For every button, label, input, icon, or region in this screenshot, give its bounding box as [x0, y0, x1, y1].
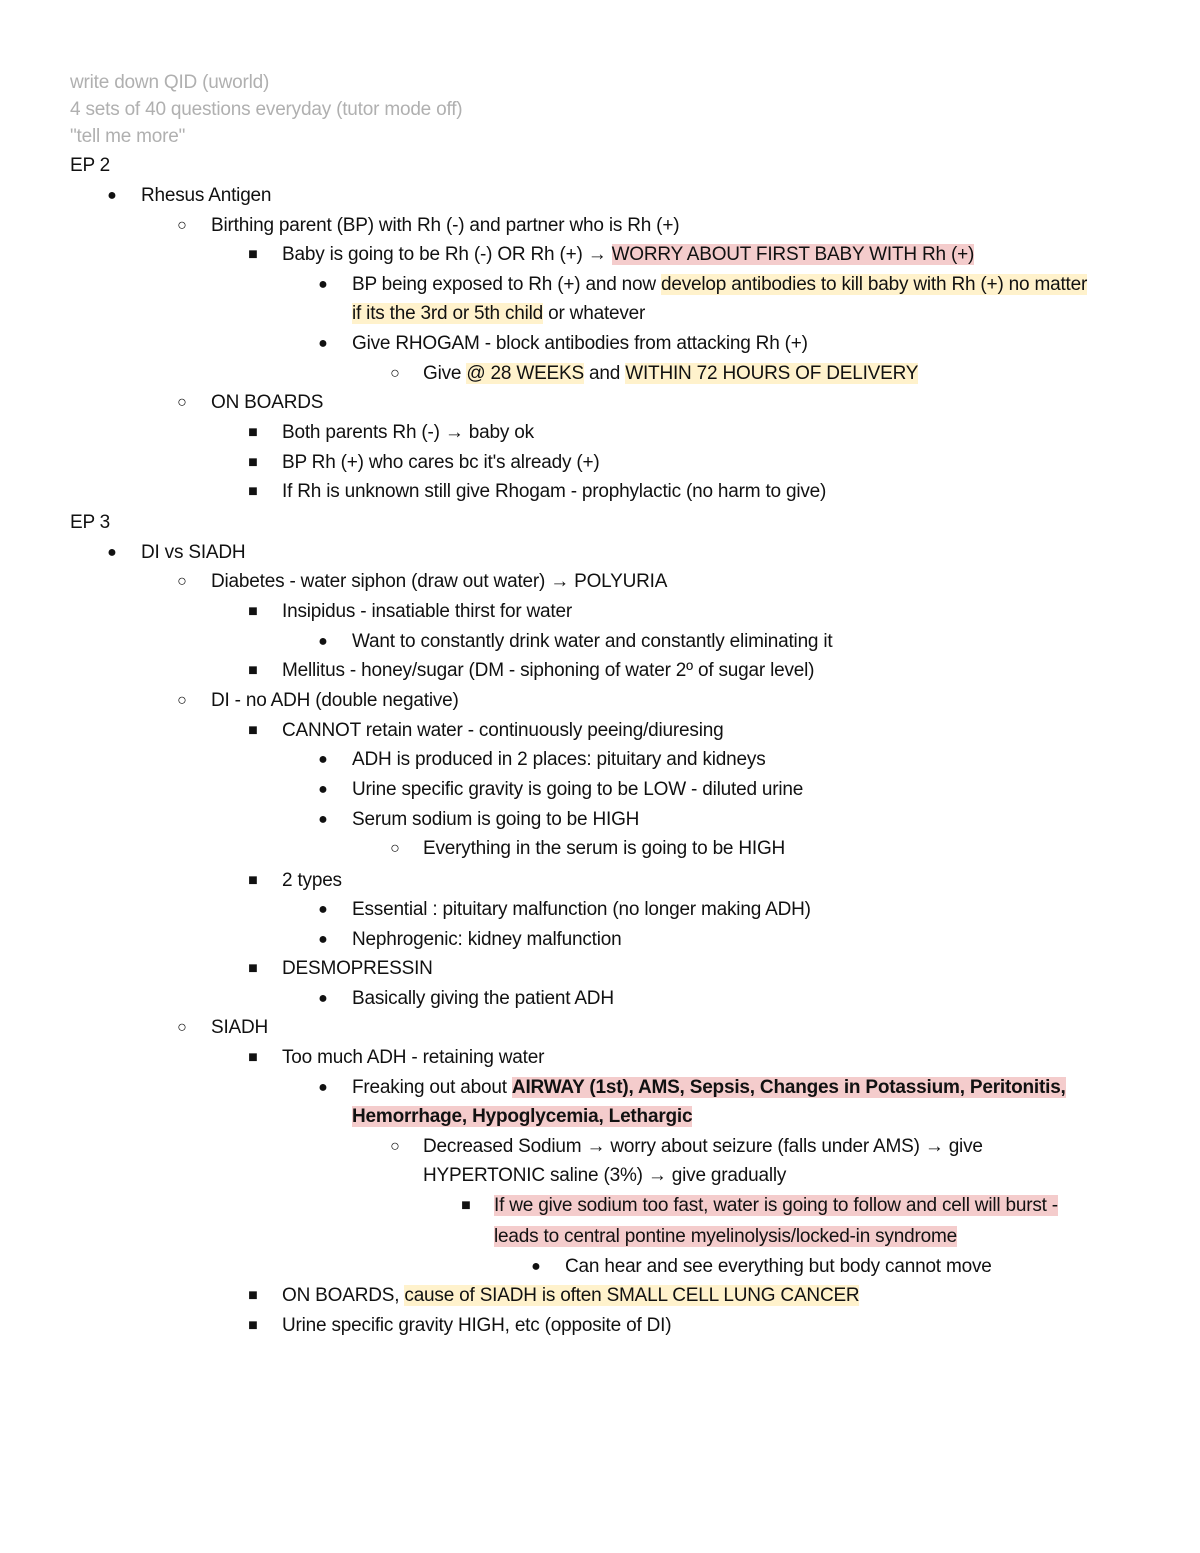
list-item: [423, 360, 918, 388]
list-item: Everything in the serum is going to be HIGH: [423, 838, 786, 859]
bullet-circle-icon: ○: [177, 573, 187, 590]
bullet-circle-icon: ○: [177, 692, 187, 709]
text-span: Baby is going to be Rh (-) OR Rh (+) →: [282, 244, 612, 265]
list-item: Give RHOGAM - block antibodies from attacking Rh (+): [352, 333, 808, 354]
list-item-continuation: [352, 1103, 692, 1131]
highlight-pink: If we give sodium too fast, water is going to follow and cell will burst -: [494, 1195, 1058, 1216]
list-item: [494, 1192, 1058, 1220]
list-item-continuation: HYPERTONIC saline (3%) → give gradually: [423, 1165, 787, 1186]
highlight-pink: AIRWAY (1st), AMS, Sepsis, Changes in Potassium, Peritonitis,: [511, 1077, 1066, 1098]
list-item: Diabetes - water siphon (draw out water) → POLYURIA: [211, 571, 668, 592]
list-item: [282, 1282, 859, 1310]
bullet-disc-icon: ●: [318, 1079, 328, 1096]
list-item: Rhesus Antigen: [141, 185, 272, 206]
highlight-yellow: if its the 3rd or 5th child: [352, 303, 544, 324]
list-item: Both parents Rh (-) → baby ok: [282, 422, 534, 443]
text-span: BP being exposed to Rh (+) and now: [352, 274, 661, 295]
highlight-pink: WORRY ABOUT FIRST BABY WITH Rh (+): [611, 244, 975, 265]
list-item: BP Rh (+) who cares bc it's already (+): [282, 452, 600, 473]
list-item: Nephrogenic: kidney malfunction: [352, 929, 622, 950]
bullet-circle-icon: ○: [177, 217, 187, 234]
list-item: DESMOPRESSIN: [282, 958, 433, 979]
bullet-square-icon: ■: [248, 662, 258, 679]
bullet-disc-icon: ●: [318, 901, 328, 918]
bullet-circle-icon: ○: [177, 1019, 187, 1036]
bullet-circle-icon: ○: [390, 1138, 400, 1155]
list-item: Essential : pituitary malfunction (no longer making ADH): [352, 899, 811, 920]
highlight-yellow: @ 28 WEEKS: [466, 363, 584, 384]
list-item: Mellitus - honey/sugar (DM - siphoning of water 2º of sugar level): [282, 660, 815, 681]
text-span: and: [583, 363, 626, 384]
bullet-square-icon: ■: [248, 1317, 258, 1334]
list-item: 2 types: [282, 870, 342, 891]
bullet-disc-icon: ●: [107, 544, 117, 561]
bullet-square-icon: ■: [461, 1197, 471, 1214]
highlight-yellow: WITHIN 72 HOURS OF DELIVERY: [625, 363, 919, 384]
list-item: DI - no ADH (double negative): [211, 690, 459, 711]
list-item: ADH is produced in 2 places: pituitary and kidneys: [352, 749, 766, 770]
bullet-square-icon: ■: [248, 454, 258, 471]
list-item: Want to constantly drink water and constantly eliminating it: [352, 631, 833, 652]
highlight-yellow: develop antibodies to kill baby with Rh (+) no matter: [661, 274, 1088, 295]
list-item: CANNOT retain water - continuously peeing/diuresing: [282, 720, 724, 741]
text-span: Freaking out about: [352, 1077, 512, 1098]
bullet-square-icon: ■: [248, 872, 258, 889]
list-item: Serum sodium is going to be HIGH: [352, 809, 640, 830]
bullet-circle-icon: ○: [390, 365, 400, 382]
list-item: Basically giving the patient ADH: [352, 988, 614, 1009]
bullet-square-icon: ■: [248, 1049, 258, 1066]
highlight-pink: Hemorrhage, Hypoglycemia, Lethargic: [352, 1106, 693, 1127]
text-span: Give: [423, 363, 467, 384]
bullet-disc-icon: ●: [318, 633, 328, 650]
bullet-disc-icon: ●: [318, 751, 328, 768]
bullet-circle-icon: ○: [390, 840, 400, 857]
list-item: Urine specific gravity is going to be LOW - diluted urine: [352, 779, 804, 800]
bullet-disc-icon: ●: [107, 187, 117, 204]
section-heading: EP 2: [70, 155, 111, 176]
bullet-disc-icon: ●: [531, 1258, 541, 1275]
section-heading: EP 3: [70, 512, 111, 533]
list-item: Decreased Sodium → worry about seizure (falls under AMS) → give: [423, 1136, 983, 1157]
list-item: Too much ADH - retaining water: [282, 1047, 545, 1068]
list-item: Birthing parent (BP) with Rh (-) and partner who is Rh (+): [211, 215, 680, 236]
bullet-disc-icon: ●: [318, 335, 328, 352]
list-item: Insipidus - insatiable thirst for water: [282, 601, 572, 622]
bullet-disc-icon: ●: [318, 811, 328, 828]
bullet-square-icon: ■: [248, 483, 258, 500]
list-item: ON BOARDS: [211, 392, 324, 413]
bullet-disc-icon: ●: [318, 931, 328, 948]
list-item: [352, 1074, 1066, 1102]
highlight-pink: leads to central pontine myelinolysis/locked-in syndrome: [494, 1226, 957, 1247]
list-item: SIADH: [211, 1017, 269, 1038]
bullet-square-icon: ■: [248, 246, 258, 263]
list-item: Urine specific gravity HIGH, etc (opposite of DI): [282, 1315, 672, 1336]
list-item: If Rh is unknown still give Rhogam - prophylactic (no harm to give): [282, 481, 827, 502]
list-item: Can hear and see everything but body cannot move: [565, 1256, 992, 1277]
note-line: write down QID (uworld): [70, 72, 270, 93]
bullet-disc-icon: ●: [318, 781, 328, 798]
list-item: [352, 271, 1087, 299]
list-item-continuation: [494, 1223, 957, 1251]
list-item: [282, 241, 974, 269]
text-span: ON BOARDS,: [282, 1285, 405, 1306]
text-span: or whatever: [543, 303, 646, 324]
bullet-square-icon: ■: [248, 722, 258, 739]
bullet-disc-icon: ●: [318, 276, 328, 293]
bullet-square-icon: ■: [248, 1287, 258, 1304]
bullet-circle-icon: ○: [177, 394, 187, 411]
note-line: 4 sets of 40 questions everyday (tutor mode off): [70, 99, 463, 120]
note-line: "tell me more": [70, 126, 186, 147]
bullet-square-icon: ■: [248, 424, 258, 441]
list-item-continuation: [352, 300, 645, 328]
bullet-square-icon: ■: [248, 603, 258, 620]
bullet-disc-icon: ●: [318, 990, 328, 1007]
bullet-square-icon: ■: [248, 960, 258, 977]
highlight-yellow: cause of SIADH is often SMALL CELL LUNG CANCER: [404, 1285, 860, 1306]
list-item: DI vs SIADH: [141, 542, 246, 563]
